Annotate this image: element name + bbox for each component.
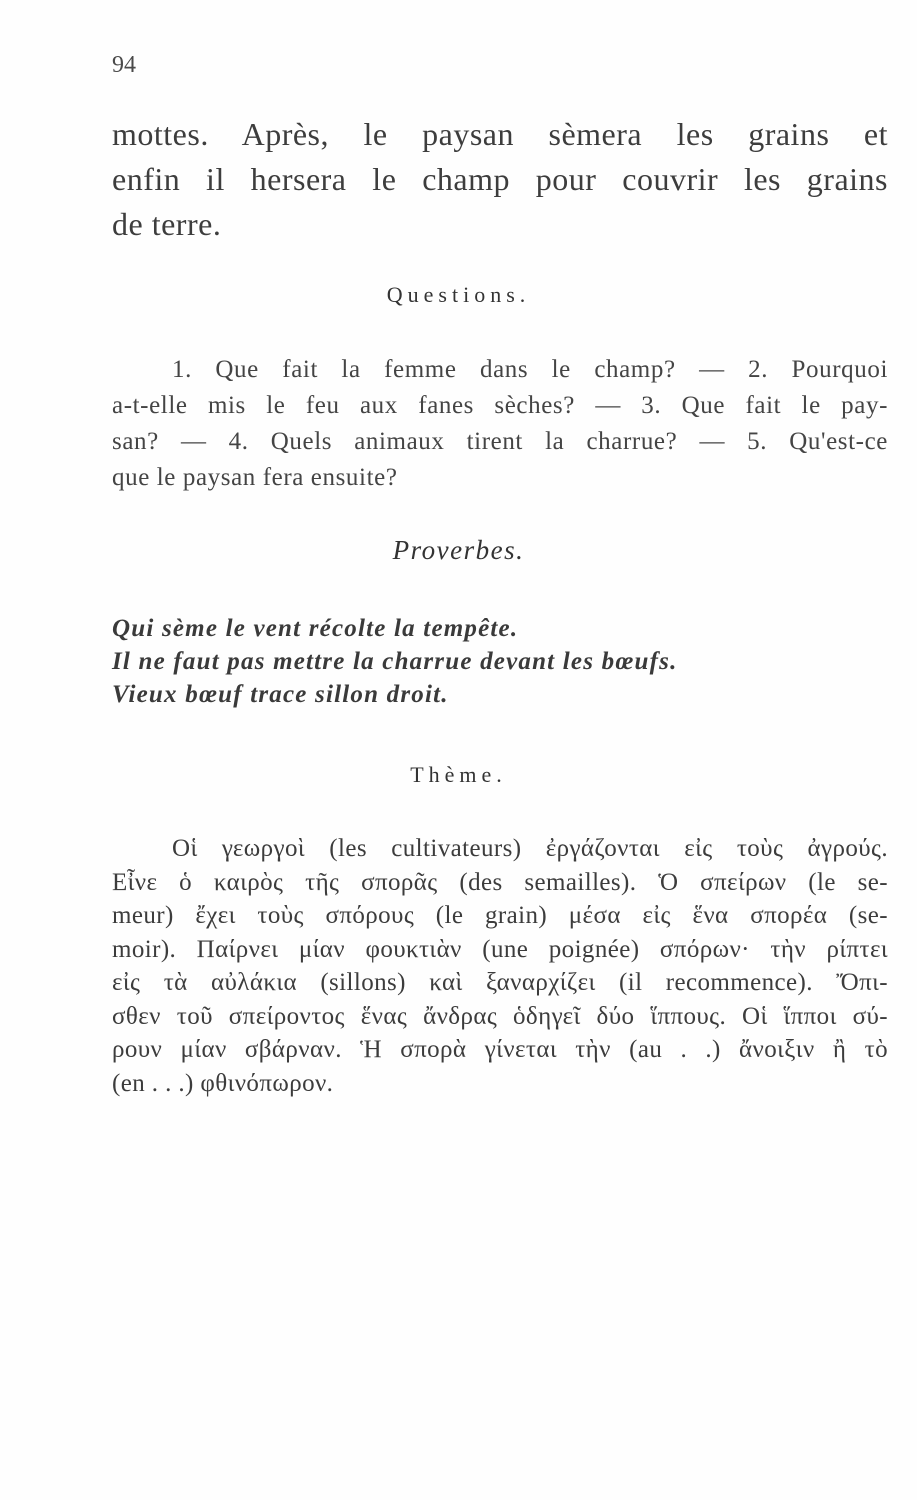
intro-line: de terre. — [112, 206, 222, 242]
theme-heading: Thème. — [410, 762, 507, 787]
theme-line: ρουν μίαν σβάρναν. Ἡ σπορὰ γίνεται τὴν (au . .) ἄνοιξιν ἢ τὸ — [112, 1036, 888, 1063]
page-number: 94 — [112, 52, 136, 78]
proverb-line: Qui sème le vent récolte la tempête. — [112, 615, 519, 642]
theme-line: Εἶνε ὁ καιρὸς τῆς σπορᾶς (des semailles). Ὁ σπείρων (le se- — [112, 868, 888, 896]
questions-paragraph — [112, 352, 888, 496]
theme-line: (en . . .) φθινόπωρον. — [112, 1069, 334, 1097]
question-line: san? — 4. Quels animaux tirent la charrue? — 5. Qu'est-ce — [112, 428, 888, 455]
theme-line: σθεν τοῦ σπείροντος ἕνας ἄνδρας ὁδηγεῖ δύο ἵππους. Οἱ ἵπποι σύ- — [112, 1002, 888, 1030]
intro-paragraph — [112, 112, 888, 247]
intro-line: mottes. Après, le paysan sèmera les grains et — [112, 116, 888, 152]
theme-line: meur) ἔχει τοὺς σπόρους (le grain) μέσα εἰς ἕνα σπορέα (se- — [112, 902, 888, 929]
intro-line: enfin il hersera le champ pour couvrir les grains — [112, 161, 888, 197]
proverb-line: Vieux bœuf trace sillon droit. — [112, 681, 449, 708]
theme-line: εἰς τὰ αὐλάκια (sillons) καὶ ξαναρχίζει (il recommence). Ὄπι- — [112, 969, 888, 996]
theme-line: Οἱ γεωργοὶ (les cultivateurs) ἐργάζονται εἰς τοὺς ἀγρούς. — [172, 835, 888, 862]
question-line: a-t-elle mis le feu aux fanes sèches? — 3. Que fait le pay- — [112, 392, 888, 419]
proverb-line: Il ne faut pas mettre la charrue devant les bœufs. — [112, 648, 678, 675]
theme-line: moir). Παίρνει μίαν φουκτιὰν (une poignée) σπόρων· τὴν ρίπτει — [112, 935, 888, 963]
proverbs-list — [112, 612, 888, 711]
proverbs-heading: Proverbes. — [392, 535, 525, 565]
theme-paragraph — [112, 832, 888, 1100]
question-line: 1. Que fait la femme dans le champ? — 2. Pourquoi — [172, 356, 888, 383]
question-line: que le paysan fera ensuite? — [112, 464, 398, 491]
questions-heading: Questions. — [386, 282, 531, 307]
